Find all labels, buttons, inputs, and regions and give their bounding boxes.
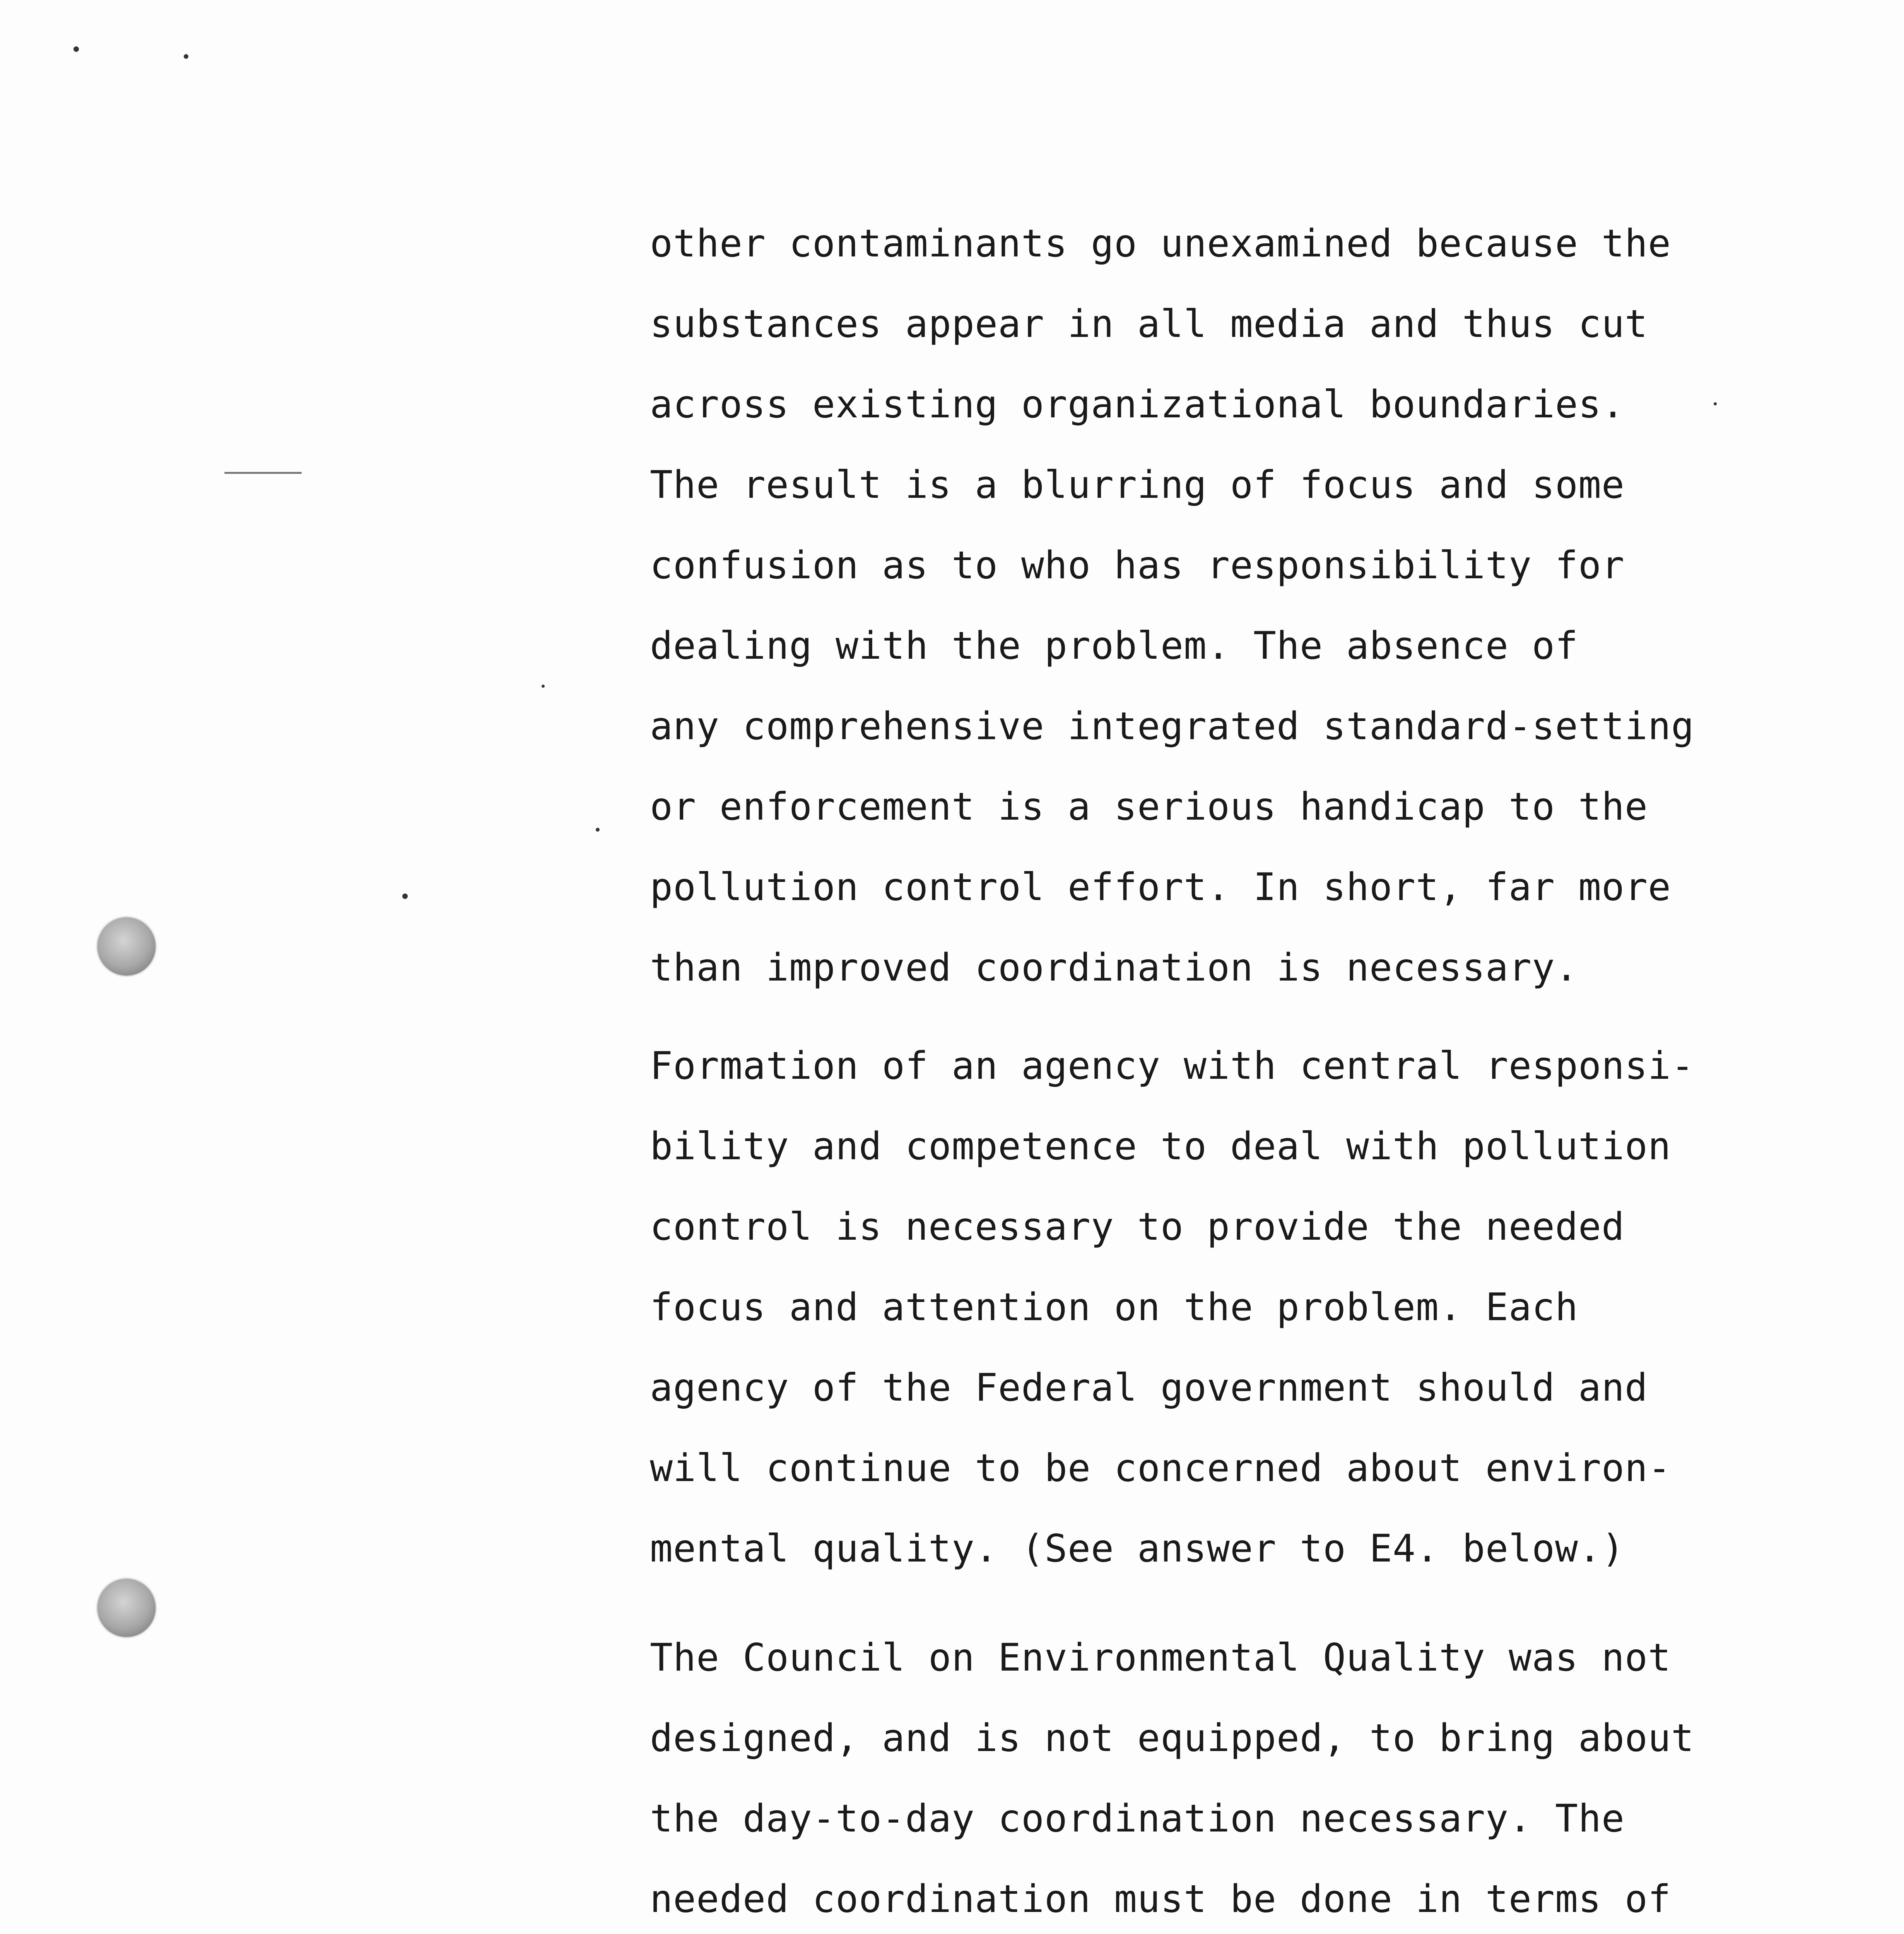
text-line: pollution control effort. In short, far more <box>650 865 1672 909</box>
paragraph-2 <box>650 1026 1810 1589</box>
text-line: The Council on Environmental Quality was not <box>650 1636 1672 1680</box>
text-line: needed coordination must be done in terms of <box>650 1877 1672 1921</box>
text-line: agency of the Federal government should and <box>650 1366 1648 1410</box>
scan-speck <box>402 894 408 899</box>
scan-speck <box>542 685 545 688</box>
text-line: than improved coordination is necessary. <box>650 946 1579 990</box>
text-line: dealing with the problem. The absence of <box>650 624 1579 668</box>
paragraph-1 <box>650 203 1810 1008</box>
scan-speck <box>73 46 79 52</box>
text-line: bility and competence to deal with pollution <box>650 1124 1672 1169</box>
text-line: will continue to be concerned about environ- <box>650 1446 1672 1490</box>
text-line: Formation of an agency with central responsi- <box>650 1044 1695 1088</box>
scan-speck <box>224 472 302 474</box>
text-line: The result is a blurring of focus and some <box>650 463 1625 507</box>
text-line: control is necessary to provide the needed <box>650 1205 1625 1249</box>
paragraph-3 <box>650 1618 1810 1934</box>
text-line: the day-to-day coordination necessary. The <box>650 1797 1625 1841</box>
text-line: across existing organizational boundaries. <box>650 383 1625 427</box>
scan-speck <box>596 828 600 832</box>
text-line: designed, and is not equipped, to bring about <box>650 1716 1695 1760</box>
text-line: or enforcement is a serious handicap to the <box>650 785 1648 829</box>
scan-speck <box>1714 402 1717 405</box>
binder-hole-bottom <box>97 1579 156 1637</box>
scan-speck <box>184 54 188 59</box>
text-line: focus and attention on the problem. Each <box>650 1285 1579 1329</box>
text-line: any comprehensive integrated standard-setting <box>650 704 1695 748</box>
text-line: mental quality. (See answer to E4. below.) <box>650 1527 1625 1571</box>
binder-hole-top <box>97 917 156 976</box>
text-line: substances appear in all media and thus cut <box>650 302 1648 346</box>
text-line: confusion as to who has responsibility for <box>650 543 1625 588</box>
text-line: other contaminants go unexamined because the <box>650 222 1672 266</box>
